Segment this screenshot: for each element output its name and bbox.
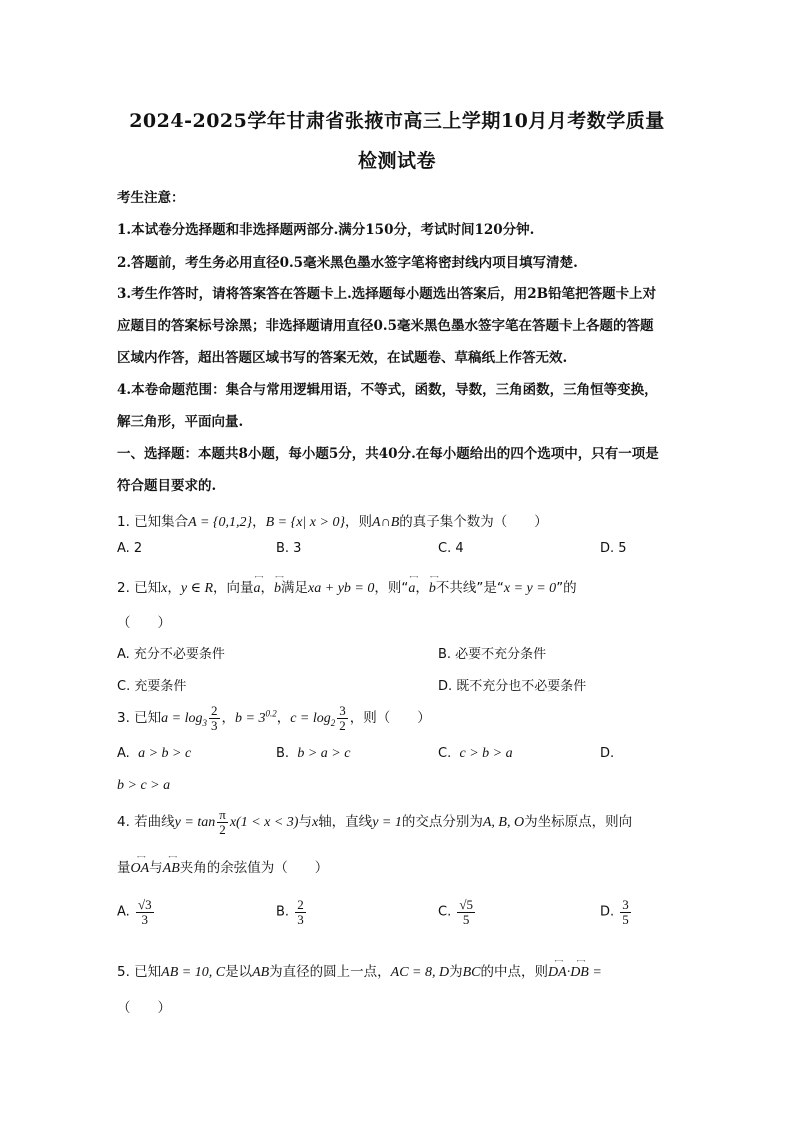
q3-option-d-label: D. xyxy=(600,746,615,761)
q5-prefix: 5. 已知 xyxy=(117,964,162,980)
q2-sep: ， xyxy=(167,580,181,596)
q4-option-c xyxy=(438,898,477,926)
notice-item-1: 1.本试卷分选择题和非选择题两部分.满分150分，考试时间120分钟. xyxy=(117,222,535,238)
q3-option-c-math: c > b > a xyxy=(459,746,513,761)
q3-c-den: 2 xyxy=(339,717,346,733)
notice-item-2: 2.答题前，考生务必用直径0.5毫米黑色墨水签字笔将密封线内项目填写清楚. xyxy=(117,255,578,271)
q1-mid: ，则 xyxy=(345,514,373,530)
q4-option-c-num: √5 xyxy=(459,897,473,912)
q5-t1: 是以 xyxy=(225,964,253,980)
q3-c-base: 2 xyxy=(330,717,336,728)
q3-a-expr xyxy=(161,711,207,726)
q4-option-d xyxy=(600,898,633,926)
q3-a-num: 2 xyxy=(211,703,218,718)
q4-option-a xyxy=(117,898,156,926)
q5-ab-10: AB = 10, C xyxy=(161,965,226,980)
question-4 xyxy=(117,808,632,836)
q4-vector-ab: ←→ AB xyxy=(163,861,180,877)
q1-set-a: A = {0,1,2} xyxy=(188,515,253,530)
q3-option-b-math: b > a > c xyxy=(297,746,351,761)
q2-t6: 不共线”是“ xyxy=(435,580,504,596)
q5-ab: AB xyxy=(252,965,270,980)
q5-t4: 的中点，则 xyxy=(480,964,549,980)
q3-option-a-math: a > b > c xyxy=(138,746,192,761)
q4-vector-oa: ←→ OA xyxy=(131,861,150,877)
q2-option-c: C. 充要条件 xyxy=(117,679,187,694)
notice-item-4: 4.本卷命题范围：集合与常用逻辑用语，不等式，函数，导数，三角函数，三角恒等变换， xyxy=(117,382,658,398)
notice-item-3-cont: 应题目的答案标号涂黑；非选择题请用直径0.5毫米黑色墨水签字笔在答题卡上各题的答题 xyxy=(117,318,654,334)
q3-sep2: ， xyxy=(276,710,291,727)
q5-vector-db: ←→ DB xyxy=(570,965,589,981)
q3-c-num: 3 xyxy=(339,703,346,718)
q4-option-b-num: 2 xyxy=(297,897,304,912)
q4-option-a-label: A. xyxy=(117,904,130,920)
q3-a-base: 3 xyxy=(202,717,208,728)
q2-vector-b: ←→ b xyxy=(274,581,281,597)
q3-a-den: 3 xyxy=(211,717,218,733)
q5-dot: · xyxy=(566,965,571,980)
q4-prefix: 4. 若曲线 xyxy=(117,814,175,831)
q4-option-a-num: √3 xyxy=(137,897,152,912)
q4-points: A, B, O xyxy=(482,815,525,831)
q2-answer-paren: （ ） xyxy=(117,615,171,631)
q3-option-d-value: b > c > a xyxy=(117,778,171,793)
q2-x: x xyxy=(161,581,168,596)
q4-l2-3: 夹角的余弦值为（ ） xyxy=(179,860,329,876)
q2-y-in-r: y ∈ R xyxy=(180,581,214,596)
q4-x-axis: x xyxy=(311,815,319,831)
q3-option-b-label: B. xyxy=(276,746,290,761)
q4-l2-2: 与 xyxy=(149,860,163,876)
notice-item-4-cont: 解三角形，平面向量. xyxy=(117,414,244,430)
q4-two: 2 xyxy=(219,821,226,837)
question-4-cont xyxy=(117,856,328,877)
q3-option-b xyxy=(276,746,350,762)
q4-option-b xyxy=(276,898,308,926)
q3-b-exp: 0.2 xyxy=(265,708,277,719)
question-2 xyxy=(117,576,577,597)
q4-option-d-num: 3 xyxy=(622,897,629,912)
q2-option-b: B. 必要不充分条件 xyxy=(438,647,547,662)
notice-item-3: 3.考生作答时，请将答案答在答题卡上.选择题每小题选出答案后，用2B铅笔把答题卡上对 xyxy=(117,286,657,302)
notice-heading: 考生注意： xyxy=(117,190,185,206)
q4-option-c-den: 5 xyxy=(462,911,470,927)
q3-option-c-label: C. xyxy=(438,746,452,761)
section-heading-cont: 符合题目要求的. xyxy=(117,478,217,494)
q1-prefix: 1. 已知集合 xyxy=(117,514,189,530)
q3-prefix: 3. 已知 xyxy=(117,710,162,727)
q2-t4: ，则“ xyxy=(374,580,409,596)
q3-option-a-label: A. xyxy=(117,746,130,761)
q3-option-d-math xyxy=(117,778,170,794)
q3-c-fraction xyxy=(337,704,348,732)
section-heading: 一、选择题：本题共8小题，每小题5分，共40分.在每小题给出的四个选项中，只有一项是 xyxy=(117,446,659,462)
q2-vector-b-2: ←→ b xyxy=(429,581,436,597)
question-5 xyxy=(117,960,602,981)
q2-t1: ，向量 xyxy=(213,580,254,596)
q1-option-a: A. 2 xyxy=(117,541,143,556)
q2-t5: ， xyxy=(415,580,429,596)
q4-l2-1: 量 xyxy=(117,860,131,876)
q2-t3: 满足 xyxy=(281,580,309,596)
q3-a-fraction xyxy=(209,704,220,732)
q1-set-b: B = {x| x > 0} xyxy=(265,515,346,530)
q1-option-d: D. 5 xyxy=(600,541,627,556)
q1-comma: ， xyxy=(252,514,266,530)
q5-t3: 为 xyxy=(449,964,463,980)
q5-equals: = xyxy=(588,965,602,980)
q2-vector-a: ←→ a xyxy=(254,581,261,597)
q3-sep1: ， xyxy=(221,710,236,727)
q4-curve-lhs: y = tan xyxy=(174,815,216,831)
notice-item-3-cont-2: 区域内作答，超出答题区域书写的答案无效，在试题卷、草稿纸上作答无效. xyxy=(117,350,568,366)
q2-t2: ， xyxy=(260,580,275,596)
q3-c-expr xyxy=(290,711,335,726)
q3-option-a xyxy=(117,746,191,762)
q5-vector-da: ←→ DA xyxy=(548,965,567,981)
q2-option-d: D. 既不充分也不必要条件 xyxy=(438,679,587,694)
q2-option-a: A. 充分不必要条件 xyxy=(117,647,225,662)
q2-condition: xa + yb = 0 xyxy=(308,581,375,596)
q3-suffix: ，则（ ） xyxy=(349,710,431,727)
q4-option-a-den: 3 xyxy=(141,911,148,927)
q1-option-b: B. 3 xyxy=(276,541,302,556)
q5-ac-8: AC = 8, D xyxy=(390,965,450,980)
exam-title-line-1: 2024-2025学年甘肃省张掖市高三上学期10月月考数学质量 xyxy=(129,110,665,132)
q4-t3: 的交点分别为 xyxy=(401,814,483,831)
q4-line-eq: y = 1 xyxy=(372,815,402,831)
q4-curve-rhs: x(1 < x < 3) xyxy=(229,815,299,831)
q4-option-c-label: C. xyxy=(438,904,452,920)
q4-pi: π xyxy=(219,807,226,822)
q3-option-c xyxy=(438,746,513,762)
q4-option-b-label: B. xyxy=(276,904,290,920)
q3-c-lhs: c = log xyxy=(290,711,331,727)
q4-pi-over-2 xyxy=(217,808,228,836)
q4-option-d-frac xyxy=(620,898,631,926)
q3-b-expr xyxy=(235,708,277,727)
q4-option-c-frac xyxy=(457,898,475,926)
q4-t2: 轴，直线 xyxy=(318,814,373,831)
q5-answer-paren: （ ） xyxy=(117,1000,171,1016)
q2-xy-zero: x = y = 0 xyxy=(503,581,557,596)
q2-prefix: 2. 已知 xyxy=(117,580,162,596)
question-1 xyxy=(117,510,548,531)
q1-option-c: C. 4 xyxy=(438,541,464,556)
q4-option-b-den: 3 xyxy=(297,911,304,927)
q4-t4: 为坐标原点，则向 xyxy=(524,814,633,831)
question-3 xyxy=(117,704,431,732)
q1-suffix: 的真子集个数为（ ） xyxy=(399,514,548,530)
q4-option-d-den: 5 xyxy=(622,911,629,927)
q4-option-d-label: D. xyxy=(600,904,615,920)
q4-option-a-frac xyxy=(136,898,154,926)
q3-a-lhs: a = log xyxy=(161,711,203,727)
q2-t7: ”的 xyxy=(556,580,577,596)
q1-intersection: A∩B xyxy=(372,515,400,530)
exam-title-line-2: 检测试卷 xyxy=(357,150,436,172)
q5-t2: 为直径的圆上一点， xyxy=(269,964,391,980)
q5-bc: BC xyxy=(462,965,481,980)
q4-option-b-frac xyxy=(295,898,306,926)
q4-t1: 与 xyxy=(298,814,312,831)
q2-vector-a-2: ←→ a xyxy=(408,581,415,597)
q3-b-lhs: b = 3 xyxy=(235,711,266,727)
